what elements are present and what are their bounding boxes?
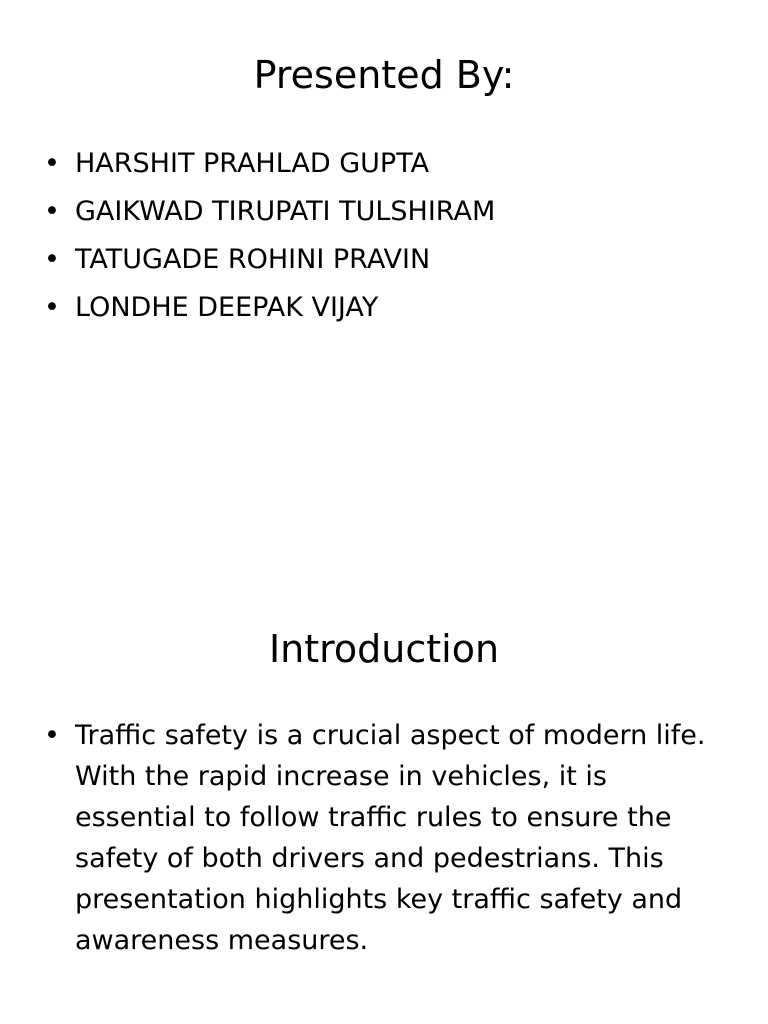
slide-introduction [0,576,768,1024]
list-item [0,188,740,236]
bullet-icon: • [44,720,60,751]
presenter-name: LONDHE DEEPAK VIJAY [75,292,379,323]
introduction-paragraph: Traffic safety is a crucial aspect of modern life. With the rapid increase in vehicles, it is essential to follow traffic rules to ensure the safety of both drivers and pedestrians. This presentation highlights key traffic safety and awareness measures. [75,720,706,956]
presenter-name: TATUGADE ROHINI PRAVIN [75,244,431,275]
list-item [0,715,715,961]
bullet-icon: • [44,292,60,323]
presenter-list [0,140,740,332]
presenter-name: HARSHIT PRAHLAD GUPTA [75,148,430,179]
list-item [0,284,740,332]
list-item [0,236,740,284]
bullet-icon: • [44,244,60,275]
bullet-icon: • [44,148,60,179]
slide-title: Introduction [268,627,500,671]
bullet-icon: • [44,196,60,227]
slide-title: Presented By: [253,53,515,97]
list-item [0,140,740,188]
presenter-name: GAIKWAD TIRUPATI TULSHIRAM [75,196,496,227]
introduction-list [0,715,740,961]
